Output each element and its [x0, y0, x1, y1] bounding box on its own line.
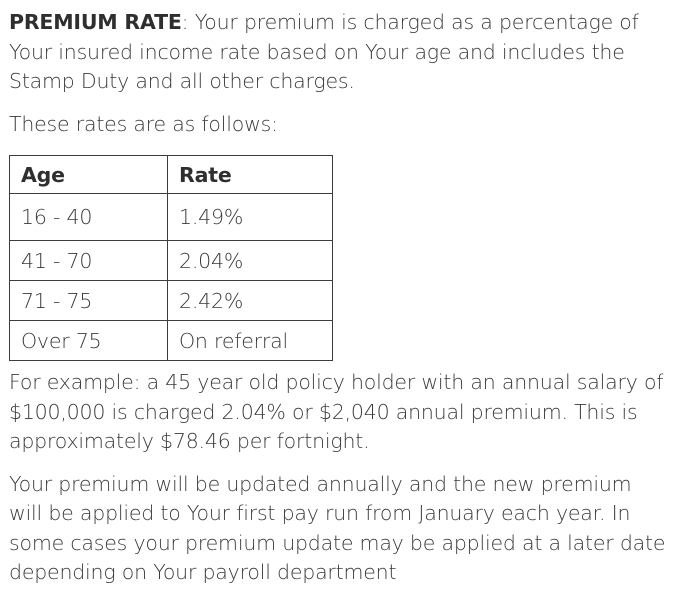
premium-rate-intro — [9, 8, 669, 97]
premium-rates-table — [9, 155, 333, 361]
rate-column-header: Rate — [168, 156, 333, 194]
premium-rate-label: PREMIUM RATE — [9, 10, 182, 34]
table-row — [10, 281, 333, 321]
rates-intro-text: These rates are as follows: — [9, 111, 278, 136]
age-cell: Over 75 — [10, 321, 168, 361]
premium-rate-description: : Your premium is charged as a percentage of Your insured income rate based on Your age and includes the Stamp Duty and all other charges. — [9, 10, 639, 93]
table-header-row — [10, 156, 333, 194]
rate-cell: 1.49% — [168, 194, 333, 241]
rate-cell: 2.04% — [168, 241, 333, 281]
table-row — [10, 241, 333, 281]
rate-cell: On referral — [168, 321, 333, 361]
age-column-header: Age — [10, 156, 168, 194]
table-row — [10, 321, 333, 361]
premium-update-text: Your premium will be updated annually and the new premium will be applied to Your first pay run from January each year. In some cases your premium update may be applied at a later date depending on Your payroll department — [9, 471, 666, 584]
age-cell: 71 - 75 — [10, 281, 168, 321]
premium-example-text: For example: a 45 year old policy holder with an annual salary of $100,000 is charged 2.04% or $2,040 annual premium. This is approximately $78.46 per fortnight. — [9, 370, 664, 453]
table-row — [10, 194, 333, 241]
age-cell: 16 - 40 — [10, 194, 168, 241]
rate-cell: 2.42% — [168, 281, 333, 321]
age-cell: 41 - 70 — [10, 241, 168, 281]
